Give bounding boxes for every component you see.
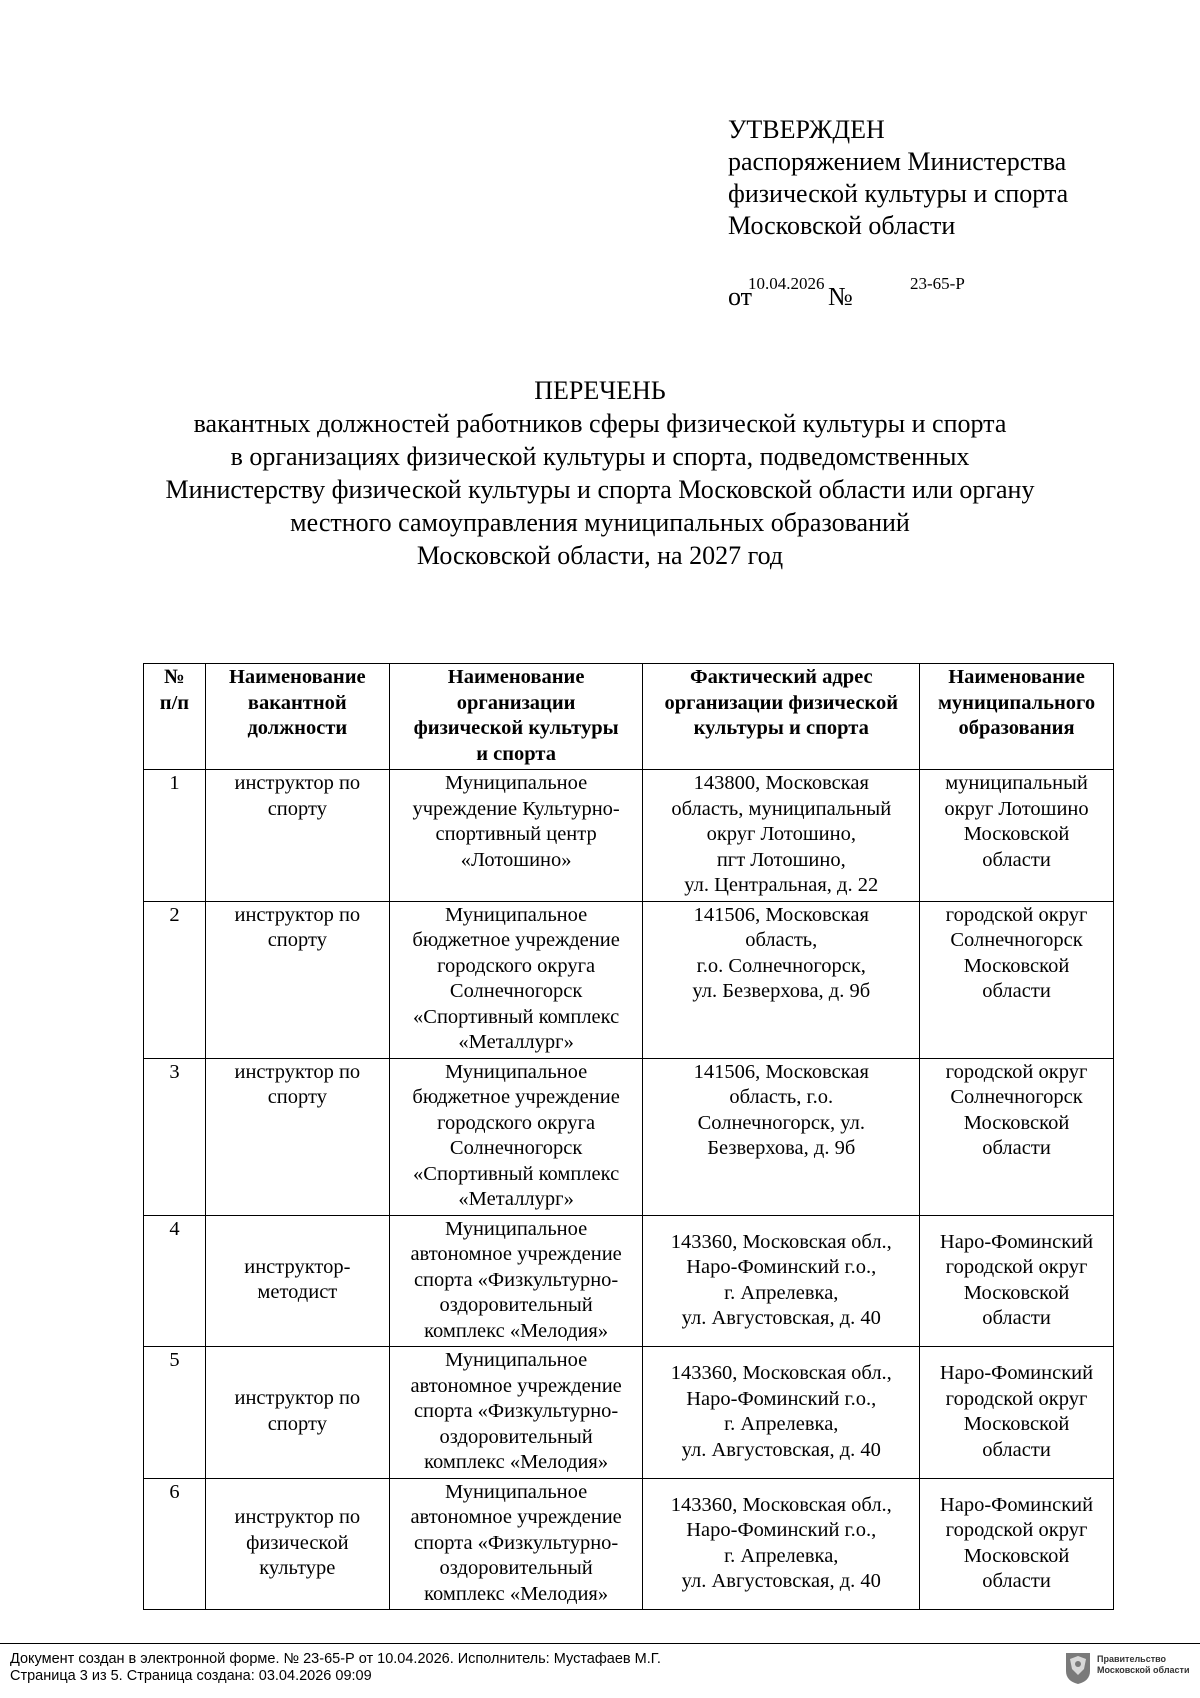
cell-text-line: Наро-Фоминский г.о., <box>686 1387 877 1410</box>
cell-text-line: Солнечногорск <box>950 929 1083 951</box>
cell-text-line: городской округ <box>945 903 1088 926</box>
cell-text-line: г. Апрелевка, <box>724 1413 839 1435</box>
footer <box>10 1651 661 1685</box>
header-organization <box>389 664 643 770</box>
cell-text-line: спорту <box>267 929 327 951</box>
cell-text-line: физической <box>246 1531 349 1554</box>
cell-text-line: Наро-Фоминский <box>939 1493 1094 1516</box>
header-text-line: организации физической <box>664 691 899 714</box>
order-date: 10.04.2026 <box>748 274 825 293</box>
cell-text-line: автономное учреждение <box>410 1374 622 1397</box>
row-organization <box>389 770 643 902</box>
cell-text-line: городской округ <box>945 1519 1088 1541</box>
cell-text-line: «Металлург» <box>458 1188 574 1210</box>
footer-document-info: Документ создан в электронной форме. № 23-65-Р от 10.04.2026. Исполнитель: Мустафаев М.Г. <box>10 1651 661 1667</box>
cell-text-line: Солнечногорск <box>449 980 583 1002</box>
cell-text-line: Солнечногорск, ул. <box>697 1111 865 1134</box>
cell-text-line: оздоровительный <box>439 1294 593 1316</box>
cell-text-line: «Металлург» <box>458 1031 574 1053</box>
cell-text-line: области <box>982 980 1051 1002</box>
title-line: в организациях физической культуры и спорта, подведомственных <box>230 442 970 471</box>
row-municipality <box>920 901 1114 1058</box>
row-address <box>643 770 920 902</box>
vacancy-table <box>143 663 1114 1610</box>
government-label-line-2: Московской области <box>1097 1665 1190 1675</box>
cell-text-line: спорта «Физкультурно- <box>413 1400 619 1422</box>
row-position <box>205 1478 389 1610</box>
cell-text-line: 141506, Московская <box>693 903 869 926</box>
cell-text-line: спорта «Физкультурно- <box>413 1531 619 1554</box>
table-row <box>144 1347 1114 1479</box>
row-number: 2 <box>144 901 206 1058</box>
header-text-line: Наименование <box>447 666 585 688</box>
cell-text-line: округ Лотошино, <box>706 823 856 845</box>
cell-text-line: спорту <box>267 797 327 820</box>
cell-text-line: область, <box>745 929 818 951</box>
cell-text-line: ул. Августовская, д. 40 <box>681 1438 881 1461</box>
cell-text-line: области <box>982 1570 1051 1592</box>
cell-text-line: Наро-Фоминский г.о., <box>686 1519 877 1541</box>
cell-text-line: методист <box>257 1281 338 1304</box>
table-header-row <box>144 664 1114 770</box>
cell-text-line: инструктор по <box>234 1387 361 1410</box>
cell-text-line: оздоровительный <box>439 1425 593 1448</box>
cell-text-line: Муниципальное <box>444 772 588 794</box>
cell-text-line: спорту <box>267 1412 327 1435</box>
cell-text-line: городской округ <box>945 1256 1088 1278</box>
row-address <box>643 1347 920 1479</box>
cell-text-line: комплекс «Мелодия» <box>424 1451 609 1473</box>
cell-text-line: учреждение Культурно- <box>412 797 620 820</box>
title-line: вакантных должностей работников сферы физической культуры и спорта <box>193 409 1007 438</box>
cell-text-line: области <box>982 1438 1051 1461</box>
cell-text-line: 143800, Московская <box>693 772 869 794</box>
cell-text-line: «Спортивный комплекс <box>413 1162 620 1185</box>
title-line: местного самоуправления муниципальных образований <box>290 508 910 537</box>
cell-text-line: ул. Безверхова, д. 9б <box>692 980 871 1002</box>
order-date-number <box>728 274 965 312</box>
row-municipality <box>920 1347 1114 1479</box>
cell-text-line: городского округа <box>437 954 596 977</box>
cell-text-line: Наро-Фоминский г.о., <box>686 1256 877 1278</box>
header-text-line: вакантной <box>247 691 347 714</box>
cell-text-line: Муниципальное <box>444 1480 588 1503</box>
cell-text-line: культуре <box>259 1557 336 1579</box>
cell-text-line: г. Апрелевка, <box>724 1544 839 1567</box>
row-organization <box>389 901 643 1058</box>
row-position <box>205 770 389 902</box>
title-line: Московской области, на 2027 год <box>416 541 784 570</box>
order-number: 23-65-Р <box>910 274 965 293</box>
header-text-line: культуры и спорта <box>693 717 869 739</box>
row-address <box>643 1215 920 1347</box>
cell-text-line: Безверхова, д. 9б <box>707 1137 856 1159</box>
approval-block <box>728 114 1068 242</box>
cell-text-line: Московской <box>963 1111 1070 1134</box>
cell-text-line: инструктор по <box>234 903 361 926</box>
cell-text-line: Московской <box>963 954 1070 977</box>
cell-text-line: Муниципальное <box>444 903 588 926</box>
cell-text-line: 143360, Московская обл., <box>670 1493 892 1516</box>
row-organization <box>389 1215 643 1347</box>
header-text-line: организации <box>456 691 576 714</box>
row-number: 6 <box>144 1478 206 1610</box>
cell-text-line: область, г.о. <box>729 1086 834 1108</box>
cell-text-line: городской округ <box>945 1060 1088 1083</box>
row-organization <box>389 1347 643 1479</box>
cell-text-line: спортивный центр <box>435 823 597 845</box>
government-label <box>1097 1654 1190 1676</box>
cell-text-line: Московской <box>963 1413 1070 1435</box>
table-body <box>144 770 1114 1610</box>
approval-line-4: Московской области <box>728 211 956 240</box>
cell-text-line: Московской <box>963 1544 1070 1567</box>
header-text-line: и спорта <box>476 742 557 765</box>
cell-text-line: автономное учреждение <box>410 1243 622 1265</box>
cell-text-line: Наро-Фоминский <box>939 1362 1094 1384</box>
order-ot-label: от <box>728 282 753 311</box>
cell-text-line: «Лотошино» <box>460 848 572 871</box>
approval-title: УТВЕРЖДЕН <box>728 115 885 144</box>
cell-text-line: спорта «Физкультурно- <box>413 1268 619 1291</box>
row-position <box>205 1347 389 1479</box>
header-position <box>205 664 389 770</box>
cell-text-line: области <box>982 1307 1051 1329</box>
cell-text-line: г. Апрелевка, <box>724 1281 839 1304</box>
header-text-line: Фактический адрес <box>689 666 873 688</box>
header-text-line: Наименование <box>948 666 1085 688</box>
cell-text-line: Солнечногорск <box>449 1137 583 1159</box>
cell-text-line: области <box>982 848 1051 871</box>
table-row <box>144 770 1114 902</box>
row-municipality <box>920 1478 1114 1610</box>
row-position <box>205 901 389 1058</box>
row-number: 3 <box>144 1058 206 1215</box>
cell-text-line: Муниципальное <box>444 1060 588 1083</box>
cell-text-line: инструктор по <box>234 1060 361 1083</box>
row-municipality <box>920 770 1114 902</box>
cell-text-line: «Спортивный комплекс <box>413 1005 620 1028</box>
table-row <box>144 901 1114 1058</box>
cell-text-line: 141506, Московская <box>693 1060 869 1083</box>
cell-text-line: 143360, Московская обл., <box>670 1362 892 1384</box>
header-text-line: муниципального <box>937 691 1096 714</box>
row-number: 4 <box>144 1215 206 1347</box>
cell-text-line: городского округа <box>437 1111 596 1134</box>
cell-text-line: области <box>982 1137 1051 1159</box>
cell-text-line: инструктор по <box>234 772 361 794</box>
row-number: 5 <box>144 1347 206 1479</box>
cell-text-line: бюджетное учреждение <box>412 1086 620 1108</box>
title-heading: ПЕРЕЧЕНЬ <box>534 376 666 405</box>
approval-line-2: распоряжением Министерства <box>728 147 1067 176</box>
title-lines <box>100 407 1100 572</box>
cell-text-line: автономное учреждение <box>410 1506 622 1528</box>
row-address <box>643 901 920 1058</box>
cell-text-line: Московской <box>963 823 1070 845</box>
cell-text-line: спорту <box>267 1086 327 1108</box>
header-text-line: п/п <box>159 691 190 714</box>
table-row <box>144 1215 1114 1347</box>
header-text-line: должности <box>247 717 348 739</box>
cell-text-line: бюджетное учреждение <box>412 929 620 951</box>
row-address <box>643 1478 920 1610</box>
cell-text-line: Муниципальное <box>444 1349 588 1371</box>
document-title <box>100 374 1100 572</box>
row-organization <box>389 1478 643 1610</box>
cell-text-line: пгт Лотошино, <box>716 848 846 871</box>
cell-text-line: инструктор по <box>234 1506 361 1528</box>
cell-text-line: муниципальный <box>945 772 1088 794</box>
header-text-line: образования <box>958 717 1075 739</box>
cell-text-line: оздоровительный <box>439 1557 593 1579</box>
government-label-line-1: Правительство <box>1097 1654 1167 1664</box>
cell-text-line: ул. Августовская, д. 40 <box>681 1307 881 1329</box>
footer-divider <box>0 1643 1200 1644</box>
cell-text-line: Наро-Фоминский <box>939 1230 1094 1253</box>
cell-text-line: область, муниципальный <box>671 797 892 820</box>
row-municipality <box>920 1058 1114 1215</box>
row-position <box>205 1215 389 1347</box>
approval-line-3: физической культуры и спорта <box>728 179 1069 208</box>
header-number <box>144 664 206 770</box>
cell-text-line: ул. Центральная, д. 22 <box>684 874 879 896</box>
cell-text-line: комплекс «Мелодия» <box>424 1319 609 1342</box>
cell-text-line: 143360, Московская обл., <box>670 1230 892 1253</box>
moscow-region-coat-of-arms-icon <box>1064 1651 1092 1685</box>
cell-text-line: округ Лотошино <box>944 797 1089 820</box>
row-position <box>205 1058 389 1215</box>
header-text-line: Наименование <box>228 666 366 688</box>
header-text-line: физической культуры <box>413 717 619 739</box>
header-address <box>643 664 920 770</box>
cell-text-line: Московской <box>963 1281 1070 1304</box>
table-row <box>144 1478 1114 1610</box>
title-line: Министерству физической культуры и спорта Московской области или органу <box>165 475 1035 504</box>
header-municipality <box>920 664 1114 770</box>
row-organization <box>389 1058 643 1215</box>
cell-text-line: городской округ <box>945 1387 1088 1410</box>
footer-page-info: Страница 3 из 5. Страница создана: 03.04.2026 09:09 <box>10 1668 372 1684</box>
cell-text-line: инструктор- <box>244 1255 351 1278</box>
cell-text-line: Солнечногорск <box>950 1086 1083 1108</box>
cell-text-line: Муниципальное <box>444 1217 588 1240</box>
cell-text-line: г.о. Солнечногорск, <box>696 954 866 977</box>
row-municipality <box>920 1215 1114 1347</box>
row-number: 1 <box>144 770 206 902</box>
cell-text-line: ул. Августовская, д. 40 <box>681 1570 881 1592</box>
order-number-sign: № <box>828 282 853 311</box>
table-row <box>144 1058 1114 1215</box>
header-text-line: № <box>164 666 185 688</box>
row-address <box>643 1058 920 1215</box>
cell-text-line: комплекс «Мелодия» <box>424 1582 609 1605</box>
